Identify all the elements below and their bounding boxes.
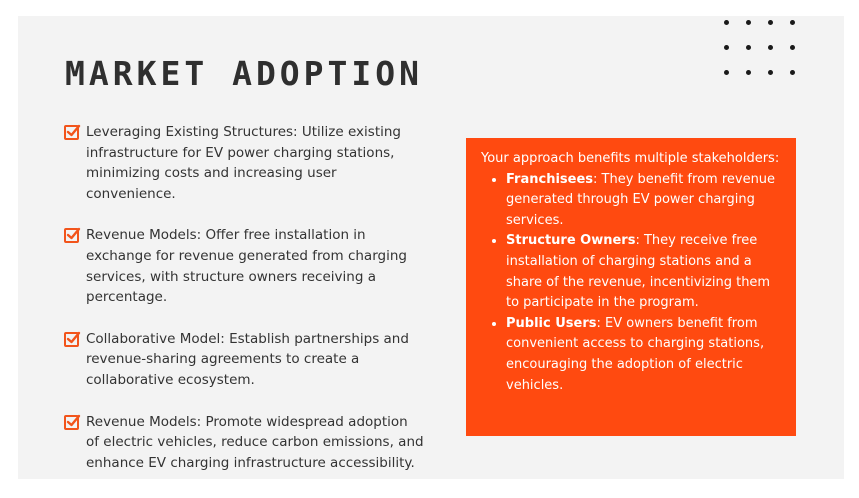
dot <box>790 45 795 50</box>
dot <box>790 70 795 75</box>
stakeholder-label: Public Users <box>506 315 597 331</box>
stakeholders-box <box>466 138 796 436</box>
stakeholder-item <box>506 170 781 232</box>
dot <box>724 70 729 75</box>
stakeholder-label: Structure Owners <box>506 233 636 249</box>
checkbox-icon <box>64 332 79 347</box>
list-item <box>64 329 424 391</box>
dot <box>790 20 795 25</box>
slide <box>18 16 844 479</box>
stakeholder-text: : They benefit from revenue generated through EV power charging services. <box>506 171 776 228</box>
dot <box>746 20 751 25</box>
list-item-text: Revenue Models: Offer free installation in exchange for revenue generated from charging services, with structure owners receiving a percentage. <box>86 227 407 306</box>
checkbox-icon <box>64 415 79 430</box>
stakeholder-item <box>506 231 781 313</box>
list-item <box>64 225 424 307</box>
stakeholder-text: : EV owners benefit from convenient access to charging stations, encouraging the adoption of electric vehicles. <box>506 315 765 393</box>
dot <box>724 45 729 50</box>
stakeholders-intro: Your approach benefits multiple stakeholders: <box>481 151 780 166</box>
list-item-text: Revenue Models: Promote widespread adoption of electric vehicles, reduce carbon emissions, and enhance EV charging infrastructure accessibility. <box>86 413 424 471</box>
list-item <box>64 412 424 474</box>
dot <box>768 20 773 25</box>
slide-title: MARKET ADOPTION <box>65 54 424 93</box>
dot <box>746 45 751 50</box>
checkbox-icon <box>64 228 79 243</box>
stakeholder-label: Franchisees <box>506 171 594 187</box>
dot <box>768 70 773 75</box>
stakeholder-text: : They receive free installation of charging stations and a share of the revenue, incentivizing them to participate in the program. <box>506 233 771 311</box>
dot <box>768 45 773 50</box>
stakeholder-item <box>506 314 781 396</box>
dot-grid-decoration <box>724 20 795 75</box>
stakeholders-list <box>481 170 781 397</box>
dot <box>746 70 751 75</box>
adoption-list <box>64 122 424 494</box>
list-item-text: Leveraging Existing Structures: Utilize existing infrastructure for EV power charging stations, minimizing costs and increasing user convenience. <box>86 124 402 202</box>
dot <box>724 20 729 25</box>
checkbox-icon <box>64 125 79 140</box>
list-item <box>64 122 424 204</box>
list-item-text: Collaborative Model: Establish partnerships and revenue-sharing agreements to create a collaborative ecosystem. <box>86 330 409 388</box>
